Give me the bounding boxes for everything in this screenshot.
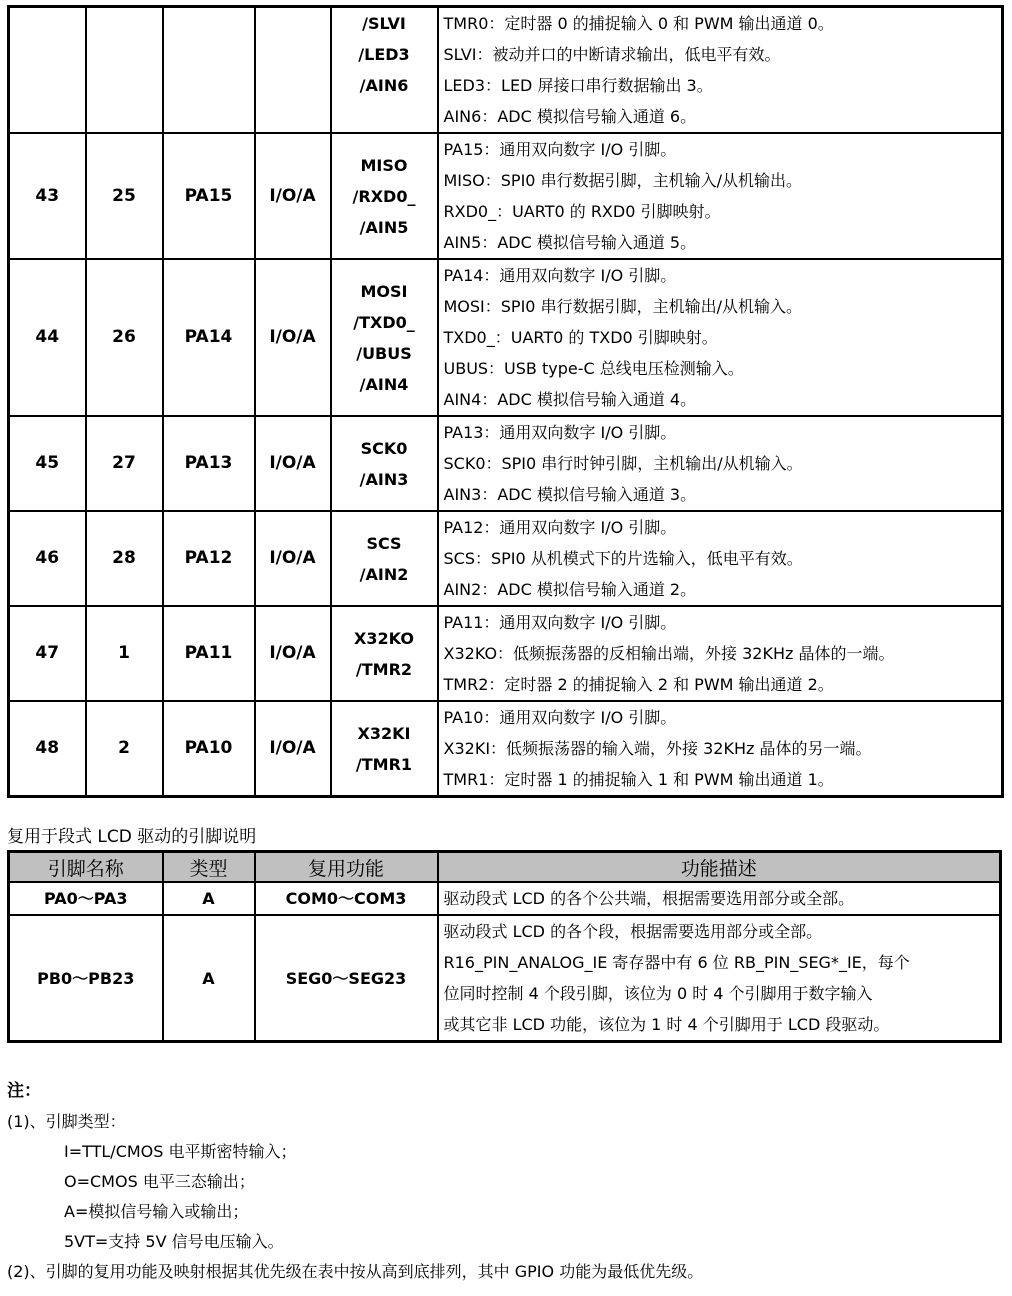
pin-type: I/O/A	[255, 133, 331, 259]
table-row	[9, 606, 1003, 701]
description-line: PA10：通用双向数字 I/O 引脚。	[443, 708, 677, 727]
lcd-pin-table	[7, 850, 1002, 1043]
pin-type: I/O/A	[255, 259, 331, 416]
alt-function-item: /LED3	[358, 45, 410, 64]
pin-name: PA14	[163, 259, 255, 416]
alt-function-item: /TXD0_	[353, 312, 415, 332]
table-row	[9, 416, 1003, 511]
pin-number-28	[86, 7, 163, 134]
pin-name: PA12	[163, 511, 255, 606]
function-description	[438, 511, 1003, 606]
lcd-pin-type: A	[163, 915, 255, 1042]
lcd-alt-function: SEG0～SEG23	[255, 915, 438, 1042]
table-row	[9, 915, 1001, 1042]
pin-type: I/O/A	[255, 606, 331, 701]
pin-number-28: 26	[86, 259, 163, 416]
alt-functions	[331, 416, 438, 511]
alt-function-item: SCK0	[360, 438, 408, 458]
pin-type: I/O/A	[255, 511, 331, 606]
pin-number-28: 27	[86, 416, 163, 511]
description-line: TXD0_：UART0 的 TXD0 引脚映射。	[443, 328, 718, 347]
pin-type: I/O/A	[255, 701, 331, 797]
alt-functions	[331, 7, 438, 134]
description-line: TMR1：定时器 1 的捕捉输入 1 和 PWM 输出通道 1。	[443, 770, 834, 789]
pin-name	[163, 7, 255, 134]
pin-description-table	[7, 5, 1004, 798]
alt-functions	[331, 701, 438, 797]
alt-function-item: /AIN5	[359, 217, 409, 237]
alt-function-item: /TMR1	[355, 754, 413, 774]
description-line: 或其它非 LCD 功能，该位为 1 时 4 个引脚用于 LCD 段驱动。	[443, 1015, 890, 1034]
pin-name: PA11	[163, 606, 255, 701]
table-row	[9, 259, 1003, 416]
description-line: AIN6：ADC 模拟信号输入通道 6。	[443, 107, 697, 126]
description-line: 驱动段式 LCD 的各个段，根据需要选用部分或全部。	[443, 922, 823, 941]
pin-name: PA10	[163, 701, 255, 797]
note-type-5vt: 5VT=支持 5V 信号电压输入。	[64, 1232, 284, 1251]
description-line: 驱动段式 LCD 的各个公共端，根据需要选用部分或全部。	[443, 889, 855, 908]
alt-function-item: /AIN4	[359, 374, 409, 394]
table-row	[9, 701, 1003, 797]
pin-number-48: 48	[9, 701, 86, 797]
note-type-a: A=模拟信号输入或输出；	[64, 1202, 249, 1221]
pin-number-28: 28	[86, 511, 163, 606]
description-line: PA14：通用双向数字 I/O 引脚。	[443, 266, 677, 285]
function-description	[438, 133, 1003, 259]
table-row	[9, 7, 1003, 134]
description-line: PA15：通用双向数字 I/O 引脚。	[443, 140, 677, 159]
alt-functions	[331, 511, 438, 606]
description-line: UBUS：USB type-C 总线电压检测输入。	[443, 359, 744, 378]
function-description	[438, 7, 1003, 134]
lcd-pin-name: PB0～PB23	[9, 915, 163, 1042]
alt-function-item: /AIN3	[359, 469, 409, 489]
alt-function-item: /SLVI	[362, 14, 406, 33]
alt-function-item: /RXD0_	[352, 186, 416, 206]
description-line: PA13：通用双向数字 I/O 引脚。	[443, 423, 677, 442]
table-row	[9, 511, 1003, 606]
function-description	[438, 416, 1003, 511]
note-type-i: I=TTL/CMOS 电平斯密特输入；	[64, 1142, 297, 1161]
pin-type	[255, 7, 331, 134]
header-description: 功能描述	[438, 852, 1001, 883]
pin-number-28: 25	[86, 133, 163, 259]
function-description	[438, 701, 1003, 797]
description-line: AIN2：ADC 模拟信号输入通道 2。	[443, 580, 697, 599]
description-line: AIN4：ADC 模拟信号输入通道 4。	[443, 390, 697, 409]
description-line: PA12：通用双向数字 I/O 引脚。	[443, 518, 677, 537]
alt-function-item: MOSI	[360, 281, 408, 301]
alt-function-item: /AIN6	[359, 76, 409, 95]
description-line: R16_PIN_ANALOG_IE 寄存器中有 6 位 RB_PIN_SEG*_IE，每个	[443, 953, 910, 972]
description-line: X32KI：低频振荡器的输入端，外接 32KHz 晶体的另一端。	[443, 739, 872, 758]
description-line: PA11：通用双向数字 I/O 引脚。	[443, 613, 677, 632]
description-line: 位同时控制 4 个段引脚，该位为 0 时 4 个引脚用于数字输入	[443, 984, 873, 1003]
lcd-table-header-row	[9, 852, 1001, 883]
description-line: MOSI：SPI0 串行数据引脚，主机输出/从机输入。	[443, 297, 802, 316]
lcd-pin-name: PA0～PA3	[9, 882, 163, 915]
pin-number-28: 2	[86, 701, 163, 797]
pin-number-48: 44	[9, 259, 86, 416]
function-description	[438, 606, 1003, 701]
alt-functions	[331, 606, 438, 701]
lcd-function-description	[438, 915, 1001, 1042]
description-line: SLVI：被动并口的中断请求输出，低电平有效。	[443, 45, 781, 64]
description-line: X32KO：低频振荡器的反相输出端，外接 32KHz 晶体的一端。	[443, 644, 895, 663]
description-line: RXD0_：UART0 的 RXD0 引脚映射。	[443, 202, 721, 221]
pin-number-48: 45	[9, 416, 86, 511]
description-line: AIN5：ADC 模拟信号输入通道 5。	[443, 233, 697, 252]
alt-function-item: /AIN2	[359, 564, 409, 584]
note-item-2: (2)、引脚的复用功能及映射根据其优先级在表中按从高到底排列，其中 GPIO 功能为最低优先级。	[7, 1262, 704, 1281]
description-line: LED3：LED 屏接口串行数据输出 3。	[443, 76, 713, 95]
note-type-o: O=CMOS 电平三态输出；	[64, 1172, 255, 1191]
pin-name: PA13	[163, 416, 255, 511]
description-line: TMR2：定时器 2 的捕捉输入 2 和 PWM 输出通道 2。	[443, 675, 834, 694]
table-row	[9, 882, 1001, 915]
pin-number-48: 47	[9, 606, 86, 701]
header-pin-name: 引脚名称	[9, 852, 163, 883]
lcd-section-title: 复用于段式 LCD 驱动的引脚说明	[7, 827, 257, 847]
alt-functions	[331, 259, 438, 416]
alt-functions	[331, 133, 438, 259]
alt-function-item: /TMR2	[355, 659, 413, 679]
pin-number-48	[9, 7, 86, 134]
lcd-alt-function: COM0～COM3	[255, 882, 438, 915]
lcd-pin-type: A	[163, 882, 255, 915]
header-type: 类型	[163, 852, 255, 883]
function-description	[438, 259, 1003, 416]
table-row	[9, 133, 1003, 259]
description-line: AIN3：ADC 模拟信号输入通道 3。	[443, 485, 697, 504]
pin-number-28: 1	[86, 606, 163, 701]
notes-heading: 注：	[7, 1081, 41, 1101]
pin-name: PA15	[163, 133, 255, 259]
pin-number-48: 46	[9, 511, 86, 606]
alt-function-item: X32KO	[354, 628, 414, 648]
lcd-function-description	[438, 882, 1001, 915]
description-line: TMR0：定时器 0 的捕捉输入 0 和 PWM 输出通道 0。	[443, 14, 834, 33]
note-item-1: (1)、引脚类型：	[7, 1112, 126, 1131]
pin-number-48: 43	[9, 133, 86, 259]
description-line: SCK0：SPI0 串行时钟引脚，主机输出/从机输入。	[443, 454, 803, 473]
alt-function-item: X32KI	[357, 723, 411, 743]
description-line: SCS：SPI0 从机模式下的片选输入，低电平有效。	[443, 549, 803, 568]
header-alt-function: 复用功能	[255, 852, 438, 883]
alt-function-item: MISO	[360, 155, 408, 175]
description-line: MISO：SPI0 串行数据引脚，主机输入/从机输出。	[443, 171, 802, 190]
alt-function-item: /UBUS	[356, 343, 412, 363]
pin-type: I/O/A	[255, 416, 331, 511]
alt-function-item: SCS	[366, 533, 402, 553]
notes-section	[7, 1075, 703, 1287]
